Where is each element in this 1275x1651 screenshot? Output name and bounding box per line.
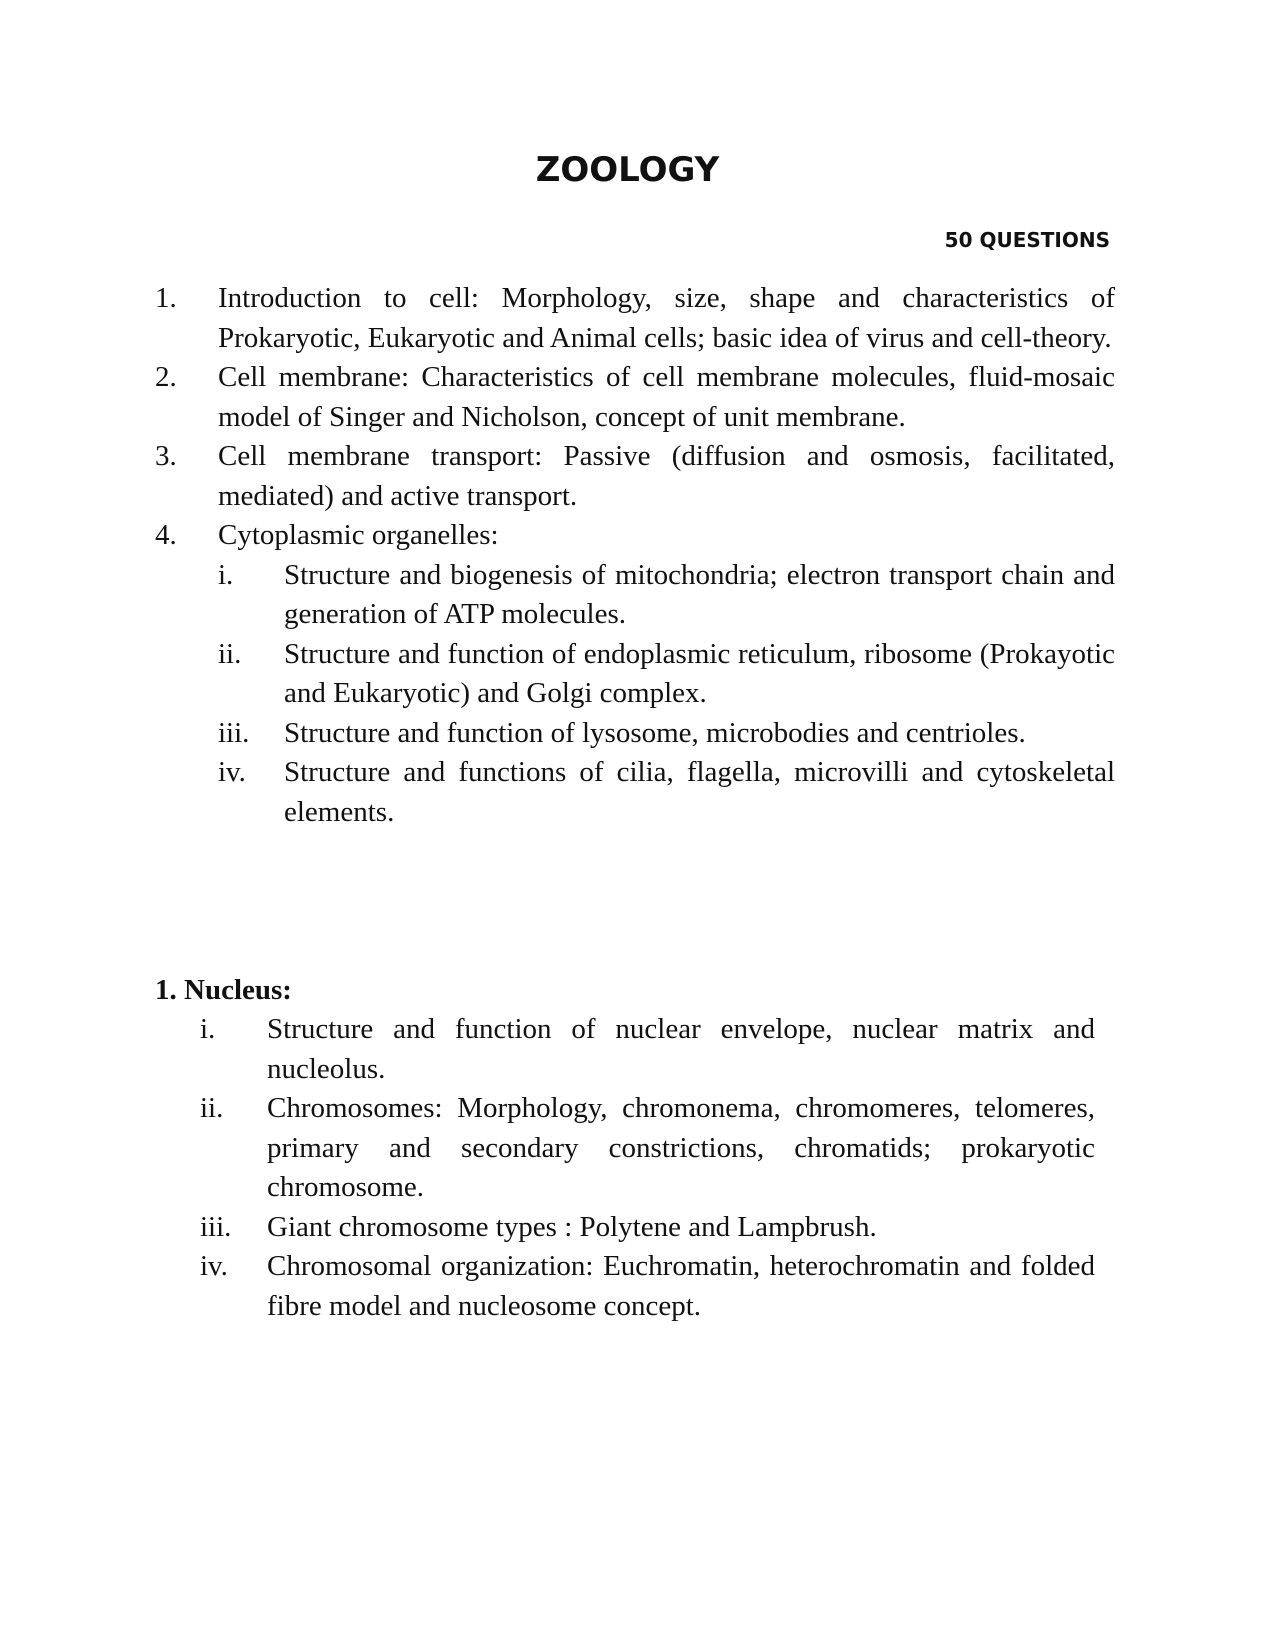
item-text: Cell membrane: Characteristics of cell membrane molecules, fluid-mosaic model of Singer and Nicholson, concept of unit membrane. (218, 361, 1115, 433)
item-text: Cytoplasmic organelles: (218, 519, 499, 551)
subitem-text: Structure and function of nuclear envelope, nuclear matrix and nucleolus. (267, 1013, 1095, 1085)
subitem-number: iii. (200, 1210, 232, 1243)
sublist-item (218, 635, 1115, 714)
subitem-text: Structure and function of lysosome, microbodies and centrioles. (284, 716, 1026, 749)
list-item (155, 516, 1115, 832)
subitem-text: Structure and function of endoplasmic reticulum, ribosome (Prokayotic and Eukaryotic) and Golgi complex. (284, 637, 1115, 709)
item-number: 4. (155, 519, 177, 551)
topic-list (155, 279, 1115, 832)
subitem-number: i. (200, 1013, 216, 1045)
nucleus-sublist (155, 1010, 1095, 1326)
list-item (155, 279, 1115, 358)
subitem-number: ii. (200, 1092, 224, 1124)
subitem-text: Structure and biogenesis of mitochondria; electron transport chain and generation of ATP molecules. (284, 558, 1115, 630)
nucleus-section (155, 970, 1095, 1326)
item-number: 3. (155, 440, 177, 472)
sublist-item (218, 753, 1115, 832)
list-item (155, 358, 1115, 437)
question-count: 50 QUESTIONS (944, 228, 1110, 252)
subitem-text: Structure and functions of cilia, flagella, microvilli and cytoskeletal elements. (284, 756, 1115, 828)
sublist-item (218, 714, 1115, 754)
sublist-item (200, 1010, 1095, 1089)
subitem-text: Giant chromosome types : Polytene and Lampbrush. (267, 1210, 877, 1243)
organelle-sublist (218, 556, 1115, 833)
sublist-item (200, 1247, 1095, 1326)
sublist-item (200, 1208, 1095, 1248)
list-item (155, 437, 1115, 516)
subitem-number: i. (218, 558, 234, 591)
subitem-number: iv. (218, 756, 246, 788)
subitem-number: iv. (200, 1250, 228, 1282)
sublist-item (200, 1089, 1095, 1208)
item-number: 2. (155, 361, 177, 393)
section-heading: 1. Nucleus: (155, 974, 292, 1006)
item-text: Introduction to cell: Morphology, size, shape and characteristics of Prokaryotic, Eukaryotic and Animal cells; basic idea of virus and cell-theory. (218, 282, 1115, 354)
item-text: Cell membrane transport: Passive (diffusion and osmosis, facilitated, mediated) and active transport. (218, 440, 1115, 512)
item-number: 1. (155, 282, 177, 314)
subitem-number: ii. (218, 637, 242, 670)
page-title: ZOOLOGY (535, 150, 720, 190)
subitem-text: Chromosomes: Morphology, chromonema, chromomeres, telomeres, primary and secondary constrictions, chromatids; prokaryotic chromosome. (267, 1092, 1095, 1203)
subitem-text: Chromosomal organization: Euchromatin, heterochromatin and folded fibre model and nucleosome concept. (267, 1250, 1095, 1322)
subitem-number: iii. (218, 716, 250, 749)
sublist-item (218, 556, 1115, 635)
